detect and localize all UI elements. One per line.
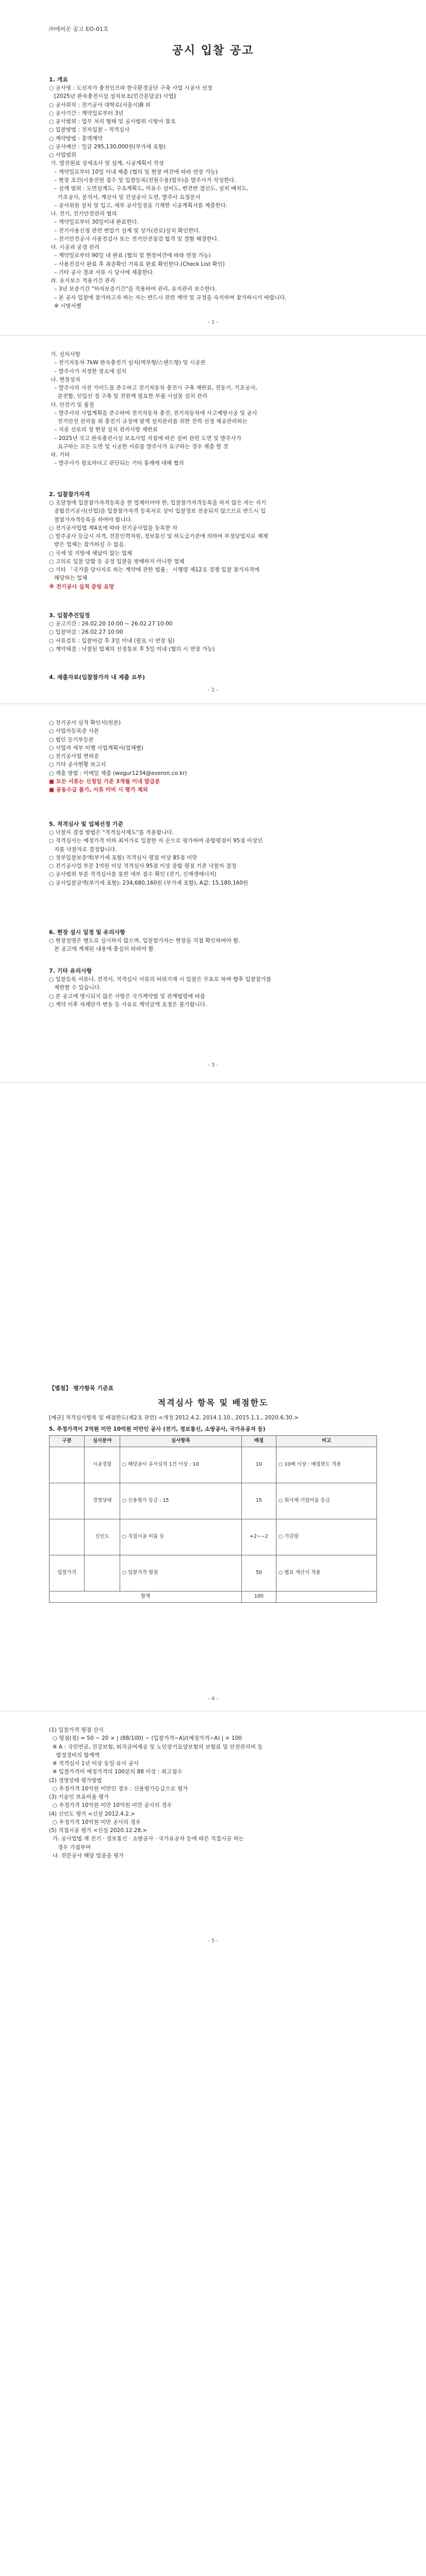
page-divider bbox=[0, 1082, 426, 1083]
table-cell: +2~−2 bbox=[241, 1519, 276, 1555]
text-line: ■ 공동수급 불가, 서류 미비 시 평가 제외 bbox=[49, 787, 148, 793]
text-line: – 발주사의 사업계획을 준수하여 전기자동차 충전, 전기자동차에 사고예방시공 및 공사 bbox=[49, 410, 257, 416]
text-line: 찰참가자격등록을 하여야 합니다. bbox=[49, 516, 133, 523]
text-line: ○ 법인 등기부등본 bbox=[49, 736, 94, 743]
page-number: - 5 - bbox=[208, 1938, 218, 1944]
page-number: - 1 - bbox=[208, 319, 218, 325]
table-cell: 시공경험 bbox=[85, 1447, 120, 1483]
table-header-row bbox=[50, 1436, 377, 1447]
section-heading: 5. 적격심사 및 업체선정 기준 bbox=[49, 821, 124, 827]
text-line: ○ 기타 「국가를 당사자로 하는 계약에 관한 법률」 시행령 제12조 경쟁 입찰 참가자격에 bbox=[49, 567, 260, 573]
attachment-title: 적격심사 항목 및 배점한도 bbox=[157, 1398, 269, 1408]
table-cell: ○ 10배 이상 : 배점한도 적용 bbox=[276, 1447, 377, 1483]
text-line: ○ 사업범위 bbox=[49, 152, 77, 159]
text-line: ※ 시방서별 bbox=[49, 302, 81, 309]
text-line: – 2025년 국고 완속충전시설 보조사업 지침에 따른 설비 관련 도면 및 발주사가 bbox=[49, 435, 241, 442]
page-number: - 4 - bbox=[208, 1696, 218, 1702]
attachment-tag: 【별첨】 평가항목 기준표 bbox=[49, 1385, 114, 1392]
text-line: ○ 기타 공사현황 보고서 bbox=[49, 761, 106, 768]
section-overview bbox=[49, 72, 377, 310]
text-line: ○ 고의로 입찰 담합 등 공정 입찰을 방해하지 아니한 업체 bbox=[49, 558, 185, 565]
text-line: ○ 국세 및 지방세 체납이 없는 업체 bbox=[49, 550, 133, 556]
text-line: – 계약일로부터 10일 이내 제출 (협의 및 현장 여건에 따라 연장 가능) bbox=[49, 168, 218, 175]
text-line: – 전기자동차 7kW 완속충전기 설치(벽부형/스탠드형) 및 시공관 bbox=[49, 360, 206, 366]
text-line: – 현장 조건(사용전원 접수 및 입찰등록(전원수용)업무)을 발주사가 작성한다. bbox=[49, 177, 236, 183]
section-heading: 2. 입찰참가자격 bbox=[49, 491, 90, 498]
table-cell: 15 bbox=[241, 1483, 276, 1519]
table-cell: 10 bbox=[241, 1447, 276, 1483]
table-cell bbox=[50, 1483, 85, 1519]
text-line: ○ 공사예산 : 일금 295,130,000원(부가세 포함) bbox=[49, 143, 166, 150]
table-header-cell: 심사항목 bbox=[120, 1436, 241, 1447]
text-line: 다. 시공과 공정 관리 bbox=[49, 244, 100, 251]
text-line: – 지중 선로의 정 현장 설치 관리사항 재반료 bbox=[49, 427, 158, 433]
section-schedule bbox=[49, 608, 377, 653]
text-line: ○ 공사범위 부분 적격심사를 통한 세부 점수 확인 (전기, 신재생에너지) bbox=[49, 871, 217, 878]
text-line: 나. 전기, 전기안전관리 협의 bbox=[49, 211, 117, 217]
section-body bbox=[49, 620, 377, 653]
text-line: ○ 계약 이후 자재단가 변동 등 사유로 계약금액 조정은 불가합니다. bbox=[49, 1001, 207, 1008]
text-line: ○ 정부입찰보증액(부가세 포함) 적격심사 평점 이상 85점 미만 bbox=[49, 854, 198, 861]
table-cell bbox=[50, 1519, 85, 1555]
text-line: 해당하는 업체 bbox=[49, 575, 88, 582]
notice-number: ㈜에버온 공고 EO-01호 bbox=[49, 26, 109, 32]
text-line: ○ 본 공고에 명시되지 않은 사항은 국가계약법 및 관계법령에 따름 bbox=[49, 993, 205, 999]
text-line: (3) 기술인 보유비율 평가 bbox=[49, 1794, 109, 1801]
page-number: - 3 - bbox=[208, 1062, 218, 1068]
text-line: 분전함, 인입선 정 구축 및 전원케 필요한 부품 시설물 설치 관리 bbox=[49, 393, 207, 400]
text-line: ※ 전기공사 실적 증빙 요망 bbox=[49, 583, 114, 590]
table-cell bbox=[85, 1555, 120, 1591]
text-line: (5) 직접시공 평가 <신설 2020.12.28.> bbox=[49, 1827, 148, 1834]
text-line: ○ 사업자등록증 사본 bbox=[49, 728, 99, 735]
table-cell: 입찰가격 bbox=[50, 1555, 85, 1591]
text-line: – 설계 범위 : 도면설계도, 구조계획도, 미유수 설비도, 변전반 결선도, 설치 배치도, bbox=[49, 185, 249, 192]
text-line: ■ 모든 서류는 신청일 기준 3개월 이내 발급분 bbox=[49, 778, 160, 785]
section-qualification bbox=[49, 487, 377, 591]
text-line: ○ 공사기간 : 계약일로부터 3년 bbox=[49, 110, 124, 116]
text-line: ○ 전기공사업 면허증 bbox=[49, 753, 99, 760]
attachment-section bbox=[49, 1381, 377, 1603]
text-line: 기초공사, 분석서, 계산서 및 건설공사 도면, 발주사 요청문서 bbox=[49, 194, 201, 200]
text-line: 받은 업체는 참가하실 수 없음. bbox=[49, 541, 126, 548]
text-line: 요구하는 모든 도면 및 시공한 서류를 발주사가 요구하는 경우 제출 할 것 bbox=[49, 443, 228, 450]
text-line: – 공사위원 설치 및 입고, 세부 공사일정을 기재한 시공계획서를 제출한다. bbox=[49, 202, 228, 209]
text-line: – 사용전검사 완료 후 최종확인 기록표 완료 확인한다.(Check List 확인) bbox=[49, 261, 225, 267]
text-line: ○ 전기공사업법 제4조에 따라 전기공사업을 등록한 자 bbox=[49, 524, 177, 531]
text-line: ○ 입찰마감 : 26.02.27 10:00 bbox=[49, 629, 123, 636]
table-cell: 경영상태 bbox=[85, 1483, 120, 1519]
section-body bbox=[49, 975, 377, 1009]
section-documents-body bbox=[49, 719, 377, 794]
text-line: ○ 적격심사는 예정가격 이하 최저가로 입찰한 자 순으로 평가하여 종합평점이 95점 이상인 bbox=[49, 838, 263, 844]
text-line: 법정경비의 합계액 bbox=[49, 1752, 100, 1758]
text-line: – 기타 공사 결과 서류 시 당사에 제출한다. bbox=[49, 269, 155, 276]
table-cell: ○ 회사채·기업어음 등급 bbox=[276, 1483, 377, 1519]
text-line: 나. 현장설치 bbox=[49, 376, 80, 383]
text-line: 라. 기타 bbox=[49, 452, 70, 459]
text-line: ○ 계약체결 : 낙찰된 업체의 선정통보 후 5일 이내 (협의 시 연장 가능) bbox=[49, 646, 215, 652]
text-line: ○ 평점(점) = 50 − 20 × | (88/100) − (입찰가격−A)/(예정가격−A) | × 100 bbox=[49, 1735, 242, 1742]
table-cell: ○ 별표 계산식 적용 bbox=[276, 1555, 377, 1591]
text-line: 나. 전문공사 해당 업종을 평가 bbox=[49, 1852, 124, 1859]
text-line: ※ 입찰가격이 예정가격의 100분의 88 이상 : 최고점수 bbox=[49, 1769, 183, 1775]
text-line: ○ 서류검토 : 입찰마감 후 3일 이내 (필요 시 연장 됨) bbox=[49, 637, 175, 644]
table-cell: ○ 입찰가격 평점 bbox=[120, 1555, 241, 1591]
text-line: 경우 가점부여 bbox=[49, 1844, 91, 1851]
table-cell: 신인도 bbox=[85, 1519, 120, 1555]
section-heading: 6. 현장 설시 일정 및 유의사항 bbox=[49, 929, 125, 936]
table-cell: ○ 신용평가 등급 : 15 bbox=[120, 1483, 241, 1519]
text-line: – 본 공사 입찰에 참가하고자 하는 자는 반드시 관련 계약 및 규정을 숙지하여 참가하시기 바랍니다. bbox=[49, 294, 287, 301]
regulation-note: [예규] 적격심사항목 및 배점한도(제2조 관련) <개정 2012.4.2, 2014.1.10., 2015.1.1., 2020.6.30.> bbox=[49, 1414, 299, 1421]
text-line: ○ 입찰등록 서류나, 견적서, 적격심사 서류의 허위기재 시 입찰은 무효로 하며 향후 입찰참가를 bbox=[49, 976, 272, 983]
text-line: ○ 공사위치 : 전기공사 대학로(서울시)B 외 bbox=[49, 101, 151, 108]
text-line: 자를 낙찰자로 결정합니다. bbox=[49, 846, 117, 853]
text-line: – 발주사가 지정한 장소에 설치 bbox=[49, 368, 127, 375]
page-divider bbox=[0, 1710, 426, 1711]
category-note: 5. 추정가격이 2억원 미만 10억원 미만인 공사 (전기, 정보통신, 소방공사, 국가유공자 등) bbox=[49, 1426, 266, 1433]
text-line: ※ 적격심사 1년 이상 동일·유사 공사 bbox=[49, 1760, 139, 1767]
table-total-row bbox=[50, 1591, 377, 1603]
text-line: 라. 유지보수 적용기간 관리 bbox=[49, 278, 116, 284]
text-line: 가. 발전원료 상세조사 및 설계, 시공계획서 작성 bbox=[49, 160, 164, 167]
text-line: ○ 공사입찰금액(부가세 포함): 234,680,160원 (부가세 포함), A값: 15,180,160원 bbox=[49, 879, 249, 886]
section-body bbox=[49, 499, 377, 591]
table-header-cell: 배점 bbox=[241, 1436, 276, 1447]
section-body bbox=[49, 719, 377, 794]
text-line: ○ 계약방법 : 총액계약 bbox=[49, 135, 103, 142]
text-line: – 발주사의 사전 가이드를 준수하고 전기자동차 충전시 구축 재반료, 전동기, 기초공사, bbox=[49, 385, 257, 392]
text-line: – 전기안전공사 사용전검사 또는 전기안전점검 합격 및 결함 해결한다. bbox=[49, 235, 219, 242]
section-body bbox=[49, 828, 377, 887]
section-body bbox=[49, 350, 377, 468]
section-body bbox=[49, 1726, 377, 1860]
table-row bbox=[50, 1447, 377, 1483]
table-header-cell: 심사분야 bbox=[85, 1436, 120, 1447]
text-line: ○ 입찰방법 : 전자입찰 – 적격심사 bbox=[49, 127, 130, 133]
text-line: ○ 공사명 : 도선자가 충전인프라 한국환경공단 구축 사업 시공사 선정 bbox=[49, 85, 212, 92]
text-line: ○ 전기공사 실적 확인서(원본) bbox=[49, 720, 121, 726]
section-heading: 4. 제출자료(입찰참가자 내 제출 요부) bbox=[49, 674, 145, 681]
text-line: – 전기사용신청 관련 변압기 설계 및 상가(관로)설치 확인한다. bbox=[49, 227, 201, 234]
table-row bbox=[50, 1555, 377, 1591]
section-scope bbox=[49, 350, 377, 468]
text-line: ○ 현장설명은 별도로 실시하지 않으며, 입찰참가자는 현장을 직접 확인하여야 함. bbox=[49, 938, 240, 944]
text-line: (1) 입찰가격 평점 산식 bbox=[49, 1727, 104, 1733]
text-line: ○ 제출 방법 : 이메일 제출 (wogur1234@everon.co.kr) bbox=[49, 770, 187, 776]
text-line: ○ 추정가격 10억원 미만 공사의 경우 bbox=[49, 1819, 141, 1825]
table-cell: 50 bbox=[241, 1555, 276, 1591]
criteria-table bbox=[49, 1435, 377, 1602]
text-line: 가. 설치사항 bbox=[49, 351, 80, 358]
page-number: - 2 - bbox=[208, 687, 218, 693]
text-line: ○ 사업자 세부 이행 사업계획서(업체별) bbox=[49, 744, 143, 751]
section-evaluation bbox=[49, 817, 377, 887]
text-line: – 발주사가 필요하다고 판단되는 기타 통례에 대해 협의 bbox=[49, 460, 184, 467]
text-line: ○ 조달청에 입찰참가자격등록을 한 업체이어야 한, 입찰참가자격등록을 하지 않은 자는 자기 bbox=[49, 500, 267, 506]
table-header-cell: 구분 bbox=[50, 1436, 85, 1447]
text-line: ○ 낙찰자 결정 방법은 "적격심사제도"를 적용합니다. bbox=[49, 829, 174, 836]
text-line: – 3년 보증기간 "하자보증기간"을 적용하여 관리, 유지관리 보수한다. bbox=[49, 286, 217, 293]
text-line: 제한할 수 있습니다. bbox=[49, 985, 102, 991]
text-line: 가. 공사업법 제 전기 · 정보통신 · 소방공사 · 국가유공자 등에 따른 직접시공 하는 bbox=[49, 1836, 244, 1842]
text-line: ○ 추정가격 10억원 미만인 경우 : 신용평가등급으로 평가 bbox=[49, 1785, 188, 1792]
document-title: 공시 입찰 공고 bbox=[172, 44, 254, 57]
text-line: ○ 공사범위 : 업무 처리 형태 및 공사범위 시방서 참조 bbox=[49, 118, 176, 125]
total-value: 100 bbox=[241, 1591, 276, 1603]
page-divider bbox=[0, 703, 426, 704]
text-line: – 계약일로부터 30일이내 완료한다. bbox=[49, 219, 139, 226]
table-cell: ○ 가감점 bbox=[276, 1519, 377, 1555]
table-header-cell: 비고 bbox=[276, 1436, 377, 1447]
text-line: (4) 신인도 평가 <신설 2012.4.2.> bbox=[49, 1810, 135, 1817]
text-line: 전기안전 관리를 위 충전기 규정에 맞게 설치관리를 위한 전력 선정 제공관리하는 bbox=[49, 418, 248, 425]
text-line: ○ 전기공사업 부문 1억원 이상 적격심사 95점 이상 종합 평점 기준 낙찰자 결정 bbox=[49, 863, 237, 870]
text-line: ○ 공고기간 : 26.02.20 10:00 ~ 26.02.27 10:00 bbox=[49, 621, 173, 628]
text-line: [2025년 완속충전시설 설치보조(민간분담금) 사업] bbox=[49, 93, 176, 100]
table-cell: ○ 해당공사 유사실적 1건 이상 : 10 bbox=[120, 1447, 241, 1483]
section-documents bbox=[49, 670, 377, 682]
text-line: – 계약일로부터 90일 내 완료 (협의 및 현장여건에 따라 연장 가능) bbox=[49, 252, 211, 259]
section-body bbox=[49, 84, 377, 310]
table-cell bbox=[50, 1447, 85, 1483]
text-line: ※ A : 국민연금, 건강보험, 퇴직금여제공 및 노인장기요양보험의 보험료 및 안전관리비 등 bbox=[49, 1743, 263, 1750]
text-line: ○ 추정가격 10억원 미만 10억원 미만 공사의 경우 bbox=[49, 1802, 172, 1809]
table-row bbox=[50, 1519, 377, 1555]
section-misc bbox=[49, 963, 377, 1009]
total-note bbox=[276, 1591, 377, 1603]
page-divider bbox=[0, 335, 426, 336]
section-site bbox=[49, 925, 377, 954]
section-body bbox=[49, 937, 377, 954]
table-cell: ○ 직접시공 비율 등 bbox=[120, 1519, 241, 1555]
text-line: (2) 경영상태 평가방법 bbox=[49, 1777, 102, 1784]
section-formula bbox=[49, 1726, 377, 1860]
total-label: 합계 bbox=[50, 1591, 242, 1603]
section-heading: 3. 입찰추진일정 bbox=[49, 612, 90, 619]
table-row bbox=[50, 1483, 377, 1519]
section-heading: 1. 개요 bbox=[49, 76, 68, 83]
text-line: ○ 발주공사 등급시 자격, 전문인력자원, 정보통신 및 하도급기준에 의하여 부정당업자로 제재 bbox=[49, 533, 268, 540]
text-line: 다. 안전기 및 품질 bbox=[49, 401, 94, 408]
section-heading: 7. 기타 유의사항 bbox=[49, 968, 92, 974]
text-line: 본 공고에 게재된 내용에 충실히 따라야 함. bbox=[49, 946, 155, 953]
text-line: 종합전기공사(산업)을 입찰참가자격 등록자로 상이 입찰정보 전송되지 않으므로 반드시 입 bbox=[49, 508, 266, 515]
